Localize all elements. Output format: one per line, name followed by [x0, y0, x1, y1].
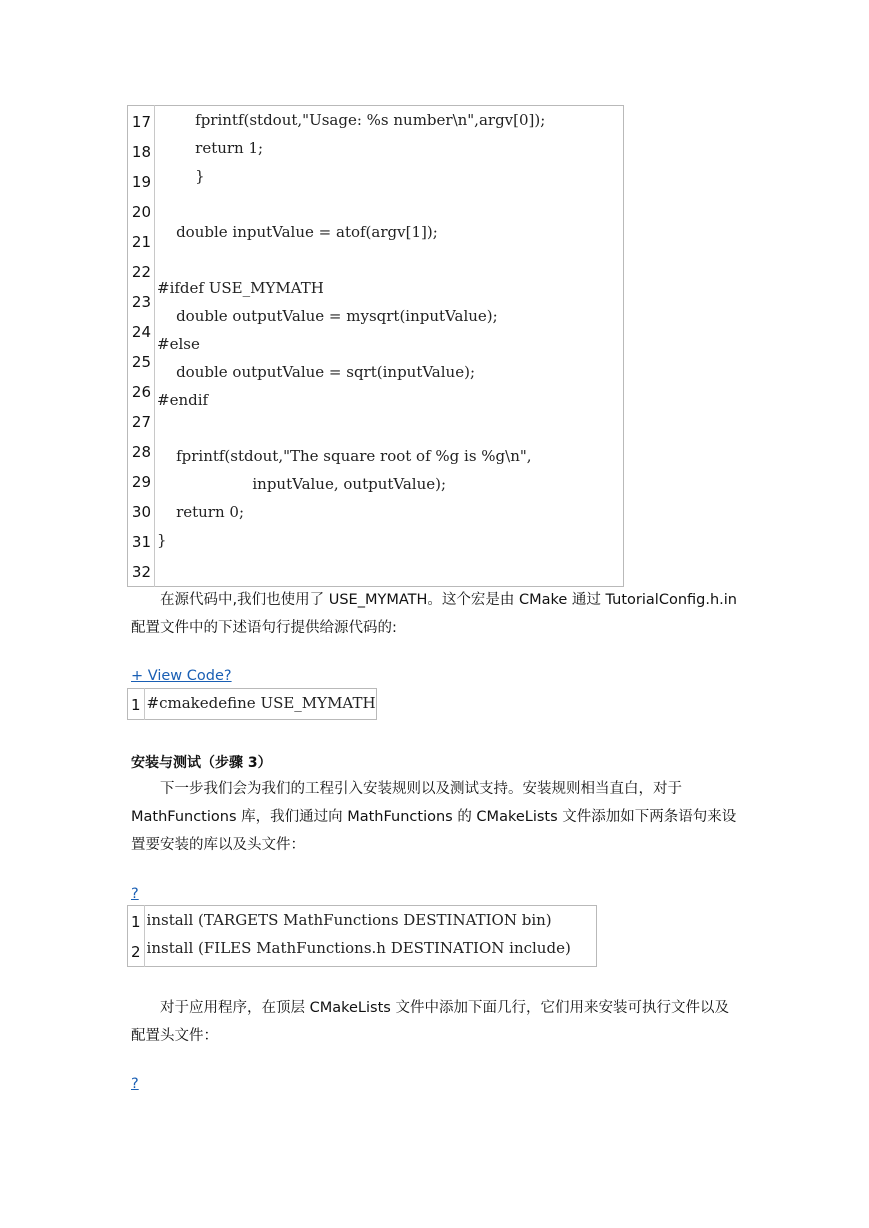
line-number: 20 — [131, 203, 151, 221]
line-number: 21 — [131, 233, 151, 251]
code-line — [157, 190, 623, 218]
line-number: 32 — [131, 563, 151, 581]
line-number: 26 — [131, 383, 151, 401]
code-line: #else — [157, 335, 200, 353]
line-number: 25 — [131, 353, 151, 371]
line-number: 1 — [131, 696, 141, 714]
code-line: double inputValue = atof(argv[1]); — [157, 223, 438, 241]
line-number: 1 — [131, 913, 141, 931]
code-line: #endif — [157, 391, 209, 409]
code-line: #cmakedefine USE_MYMATH — [146, 694, 376, 712]
code-line — [157, 246, 623, 274]
view-code-link[interactable]: + View Code? — [131, 668, 232, 684]
code-line: } — [157, 531, 167, 549]
view-code-question-link[interactable]: ? — [131, 886, 139, 902]
code-line: fprintf(stdout,"The square root of %g is %g\n", — [157, 447, 532, 465]
paragraph-line: 对于应用程序，在顶层 CMakeLists 文件中添加下面几行，它们用来安装可执行文件以及 — [160, 1000, 729, 1016]
code-line: return 1; — [157, 139, 264, 157]
paragraph-install-rules — [131, 775, 741, 859]
line-number-gutter — [128, 689, 145, 720]
paragraph-line: 下一步我们会为我们的工程引入安装规则以及测试支持。安装规则相当直白，对于 — [160, 781, 682, 797]
code-line: return 0; — [157, 503, 245, 521]
code-line: #ifdef USE_MYMATH — [157, 279, 324, 297]
code-lines — [155, 106, 624, 587]
line-number: 28 — [131, 443, 151, 461]
code-lines — [144, 689, 376, 720]
code-block-main — [127, 105, 624, 587]
line-number-gutter — [128, 106, 155, 587]
paragraph-source-macro — [131, 586, 741, 642]
code-line — [157, 414, 623, 442]
paragraph-line: 置要安装的库以及头文件： — [131, 837, 305, 853]
line-number-gutter — [128, 906, 145, 967]
code-line: install (FILES MathFunctions.h DESTINATION include) — [146, 939, 571, 957]
line-number: 23 — [131, 293, 151, 311]
line-number: 29 — [131, 473, 151, 491]
code-line: fprintf(stdout,"Usage: %s number\n",argv[0]); — [157, 111, 546, 129]
code-line: install (TARGETS MathFunctions DESTINATION bin) — [146, 911, 552, 929]
paragraph-line: 配置头文件： — [131, 1028, 218, 1044]
line-number: 27 — [131, 413, 151, 431]
line-number: 30 — [131, 503, 151, 521]
code-line: double outputValue = sqrt(inputValue); — [157, 363, 475, 381]
code-lines — [144, 906, 596, 967]
line-number: 2 — [131, 943, 141, 961]
code-line: double outputValue = mysqrt(inputValue); — [157, 307, 498, 325]
line-number: 22 — [131, 263, 151, 281]
section-heading: 安装与测试（步骤 3） — [131, 755, 272, 771]
line-number: 24 — [131, 323, 151, 341]
code-line: inputValue, outputValue); — [157, 475, 447, 493]
code-block-install — [127, 905, 597, 967]
code-line: } — [157, 167, 205, 185]
paragraph-line: 在源代码中,我们也使用了 USE_MYMATH。这个宏是由 CMake 通过 TutorialConfig.h.in — [160, 592, 737, 608]
code-block-cmakedefine — [127, 688, 377, 720]
line-number: 19 — [131, 173, 151, 191]
paragraph-app-install — [131, 994, 741, 1050]
view-code-question-link[interactable]: ? — [131, 1076, 139, 1092]
paragraph-line: MathFunctions 库，我们通过向 MathFunctions 的 CMakeLists 文件添加如下两条语句来设 — [131, 809, 737, 825]
line-number: 18 — [131, 143, 151, 161]
line-number: 31 — [131, 533, 151, 551]
paragraph-line: 配置文件中的下述语句行提供给源代码的: — [131, 620, 397, 636]
line-number: 17 — [131, 113, 151, 131]
